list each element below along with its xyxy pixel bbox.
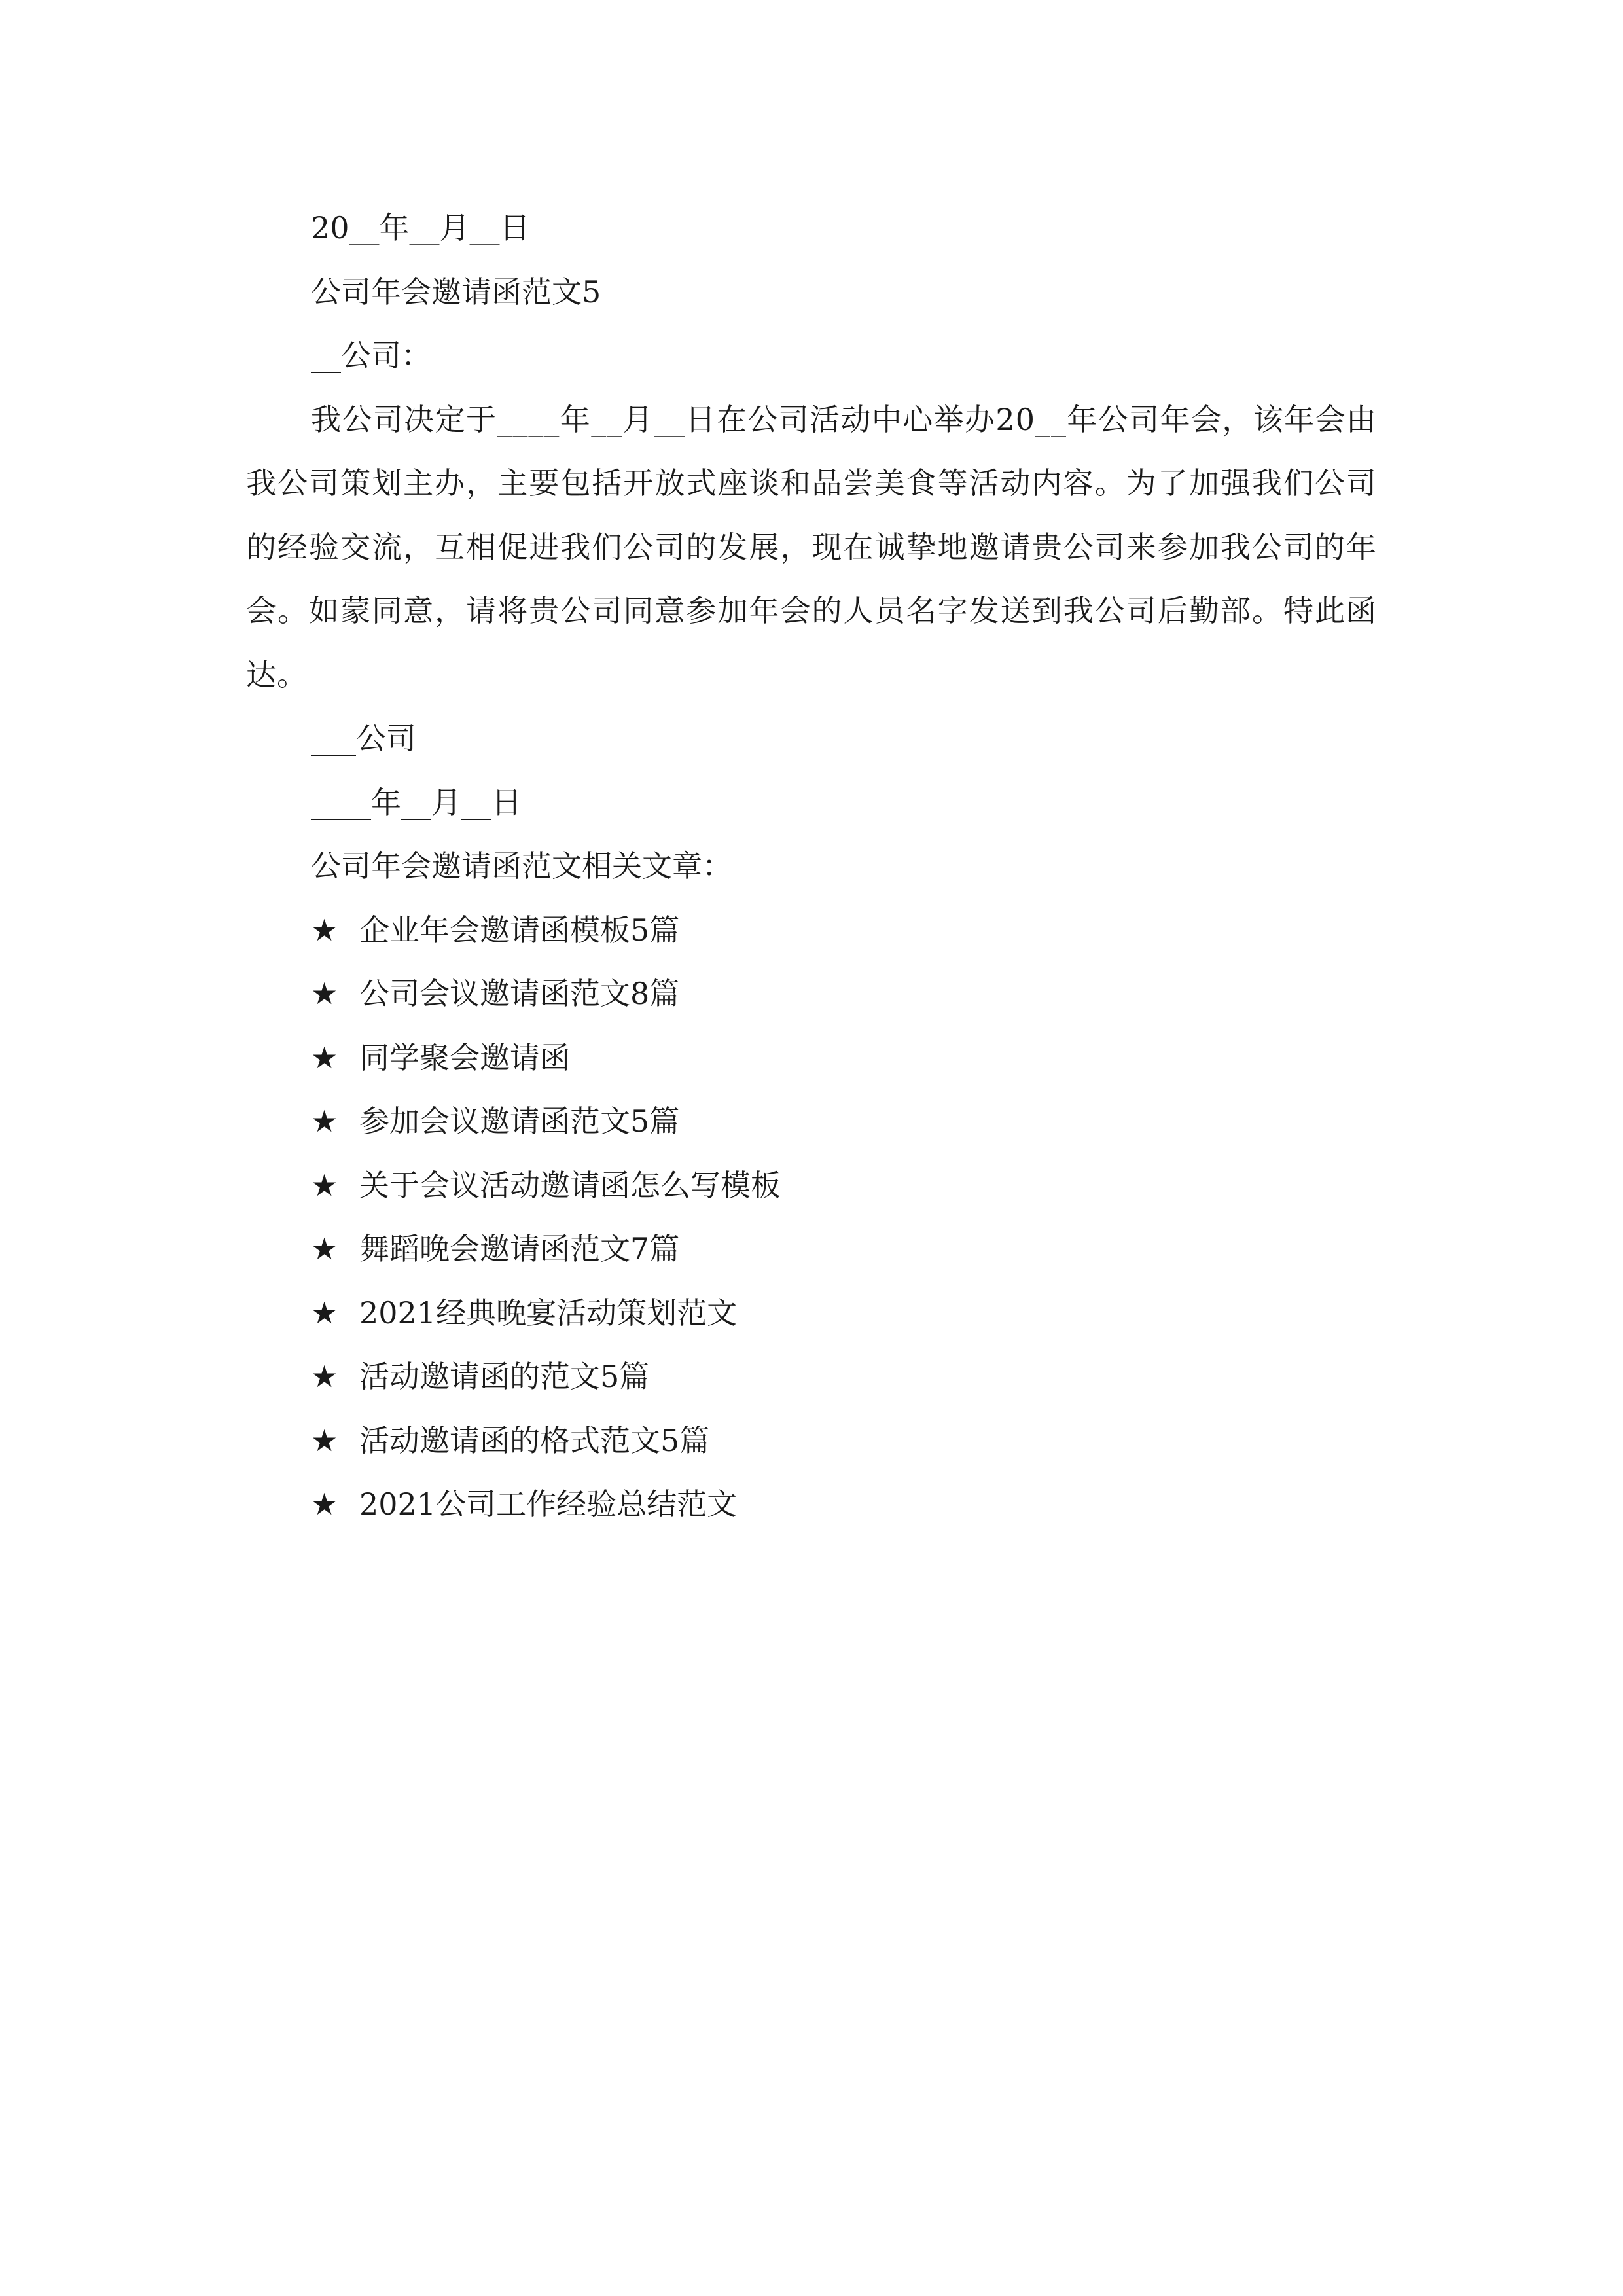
related-link-label: 关于会议活动邀请函怎么写模板 — [359, 1167, 781, 1203]
star-icon: ★ — [311, 1039, 338, 1075]
star-icon: ★ — [311, 976, 338, 1011]
document-heading: 公司年会邀请函范文5 — [311, 274, 601, 310]
document-content — [246, 196, 1377, 1537]
related-link-label: 活动邀请函的格式范文5篇 — [359, 1422, 710, 1458]
related-link-2[interactable] — [246, 962, 1377, 1026]
star-icon: ★ — [311, 1231, 338, 1266]
related-link-label: 2021公司工作经验总结范文 — [359, 1486, 738, 1522]
related-link-label: 同学聚会邀请函 — [359, 1039, 570, 1075]
star-icon: ★ — [311, 1103, 338, 1139]
star-icon: ★ — [311, 1486, 338, 1522]
related-link-8[interactable] — [246, 1345, 1377, 1409]
related-link-9[interactable] — [246, 1409, 1377, 1473]
related-link-label: 公司会议邀请函范文8篇 — [359, 976, 680, 1011]
related-link-4[interactable] — [246, 1090, 1377, 1154]
star-icon: ★ — [311, 1422, 338, 1458]
related-link-label: 舞蹈晚会邀请函范文7篇 — [359, 1231, 680, 1266]
date-line-top: 20__年__月__日 — [311, 210, 530, 245]
related-link-1[interactable] — [246, 899, 1377, 963]
related-link-label: 2021经典晚宴活动策划范文 — [359, 1295, 738, 1331]
related-articles-list — [246, 899, 1377, 1537]
star-icon: ★ — [311, 912, 338, 948]
star-icon: ★ — [311, 1359, 338, 1394]
related-articles-title: 公司年会邀请函范文相关文章： — [311, 848, 732, 884]
star-icon: ★ — [311, 1167, 338, 1203]
related-link-5[interactable] — [246, 1154, 1377, 1218]
related-link-7[interactable] — [246, 1282, 1377, 1346]
signature-company: ___公司 — [311, 721, 416, 756]
invitation-body: 我公司决定于____年__月__日在公司活动中心举办20__年公司年会，该年会由我公司策划主办，主要包括开放式座谈和品尝美食等活动内容。为了加强我们公司的经验交流，互相促进我们公司的发展，现在诚挚地邀请贵公司来参加我公司的年会。如蒙同意，请将贵公司同意参加年会的人员名字发送到我公司后勤部。特此函达。 — [246, 401, 1377, 692]
related-link-label: 活动邀请函的范文5篇 — [359, 1359, 650, 1394]
date-line-bottom: ____年__月__日 — [311, 784, 522, 820]
related-link-10[interactable] — [246, 1473, 1377, 1537]
related-link-label: 企业年会邀请函模板5篇 — [359, 912, 680, 948]
related-link-3[interactable] — [246, 1026, 1377, 1090]
related-link-label: 参加会议邀请函范文5篇 — [359, 1103, 680, 1139]
star-icon: ★ — [311, 1295, 338, 1331]
related-link-6[interactable] — [246, 1217, 1377, 1282]
salutation: __公司： — [311, 338, 431, 373]
